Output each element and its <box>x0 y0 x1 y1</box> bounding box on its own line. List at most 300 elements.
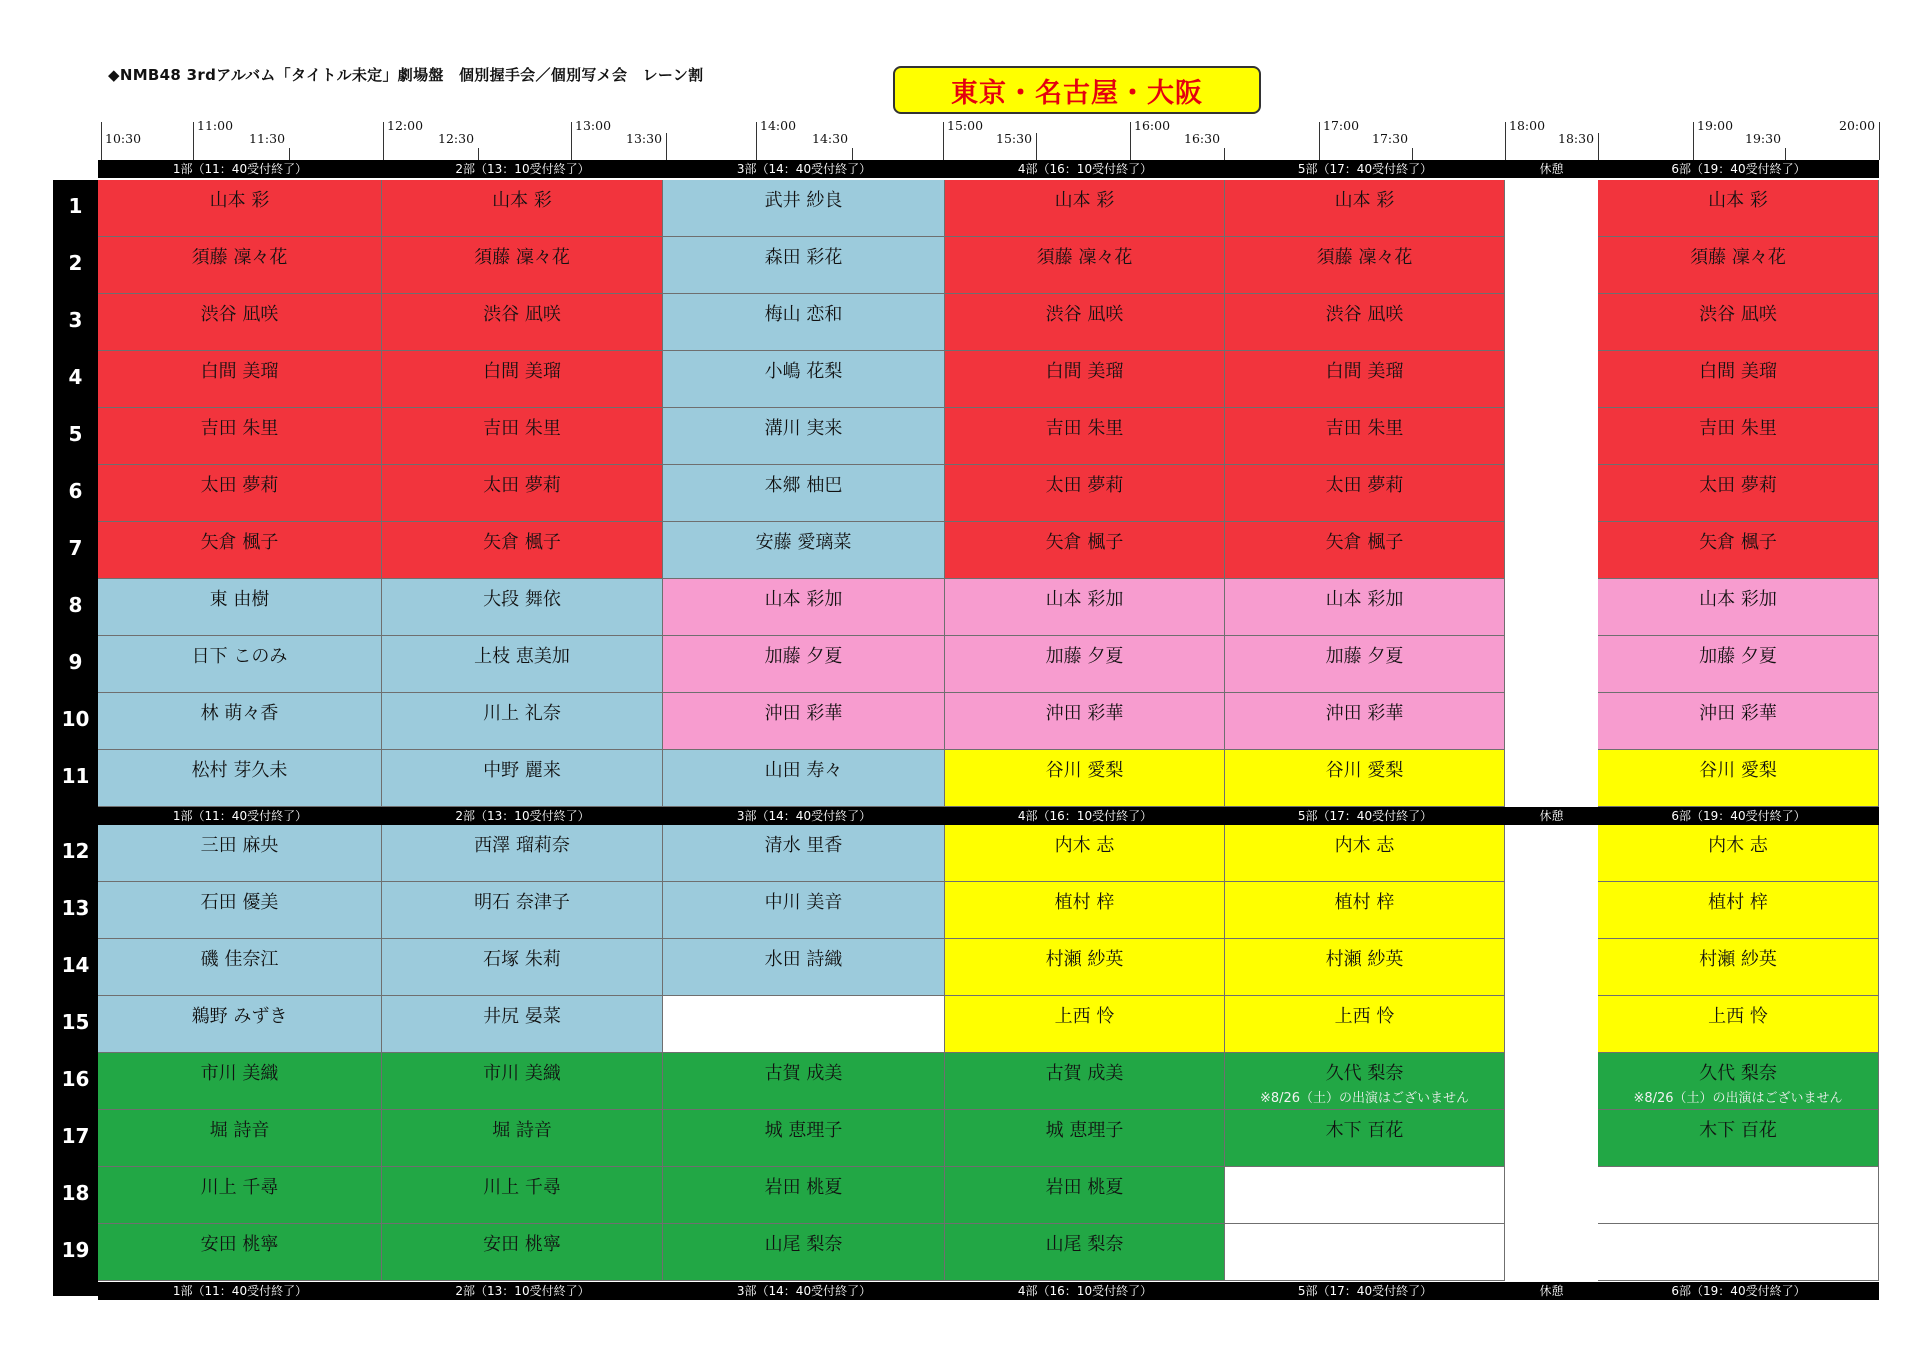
member-name: 山本 彩 <box>1334 190 1395 211</box>
member-name: 森田 彩花 <box>764 247 843 268</box>
member-name: 植村 梓 <box>1334 892 1395 913</box>
lane-cell <box>945 294 1225 351</box>
lane-cell <box>1225 882 1505 939</box>
member-name: 松村 芽久未 <box>191 760 288 781</box>
time-tick <box>666 133 667 160</box>
member-name: 須藤 凜々花 <box>474 247 570 268</box>
part-label: 1部（11：40受付終了） <box>172 1284 308 1298</box>
part-label: 6部（19：40受付終了） <box>1671 809 1806 823</box>
member-name: 沖田 彩華 <box>1045 703 1124 724</box>
member-name: 岩田 桃夏 <box>1045 1177 1124 1198</box>
lane-cell <box>98 996 382 1053</box>
lane-cell <box>1598 750 1879 807</box>
lane-cell <box>1225 408 1505 465</box>
time-label: 13:30 <box>626 131 663 146</box>
member-name: 古賀 成美 <box>764 1063 843 1084</box>
lane-cell <box>382 996 663 1053</box>
part-label: 3部（14：40受付終了） <box>736 809 872 823</box>
row-number: 7 <box>68 536 83 560</box>
row-number: 12 <box>61 839 90 863</box>
lane-cell <box>1598 636 1879 693</box>
lane-cell <box>663 693 945 750</box>
part-label: 休憩 <box>1539 1284 1564 1298</box>
lane-cell <box>663 1224 945 1281</box>
member-name: 井尻 晏菜 <box>483 1006 561 1027</box>
member-name: 吉田 朱里 <box>483 418 561 439</box>
member-name: 石田 優美 <box>200 892 279 913</box>
lane-cell <box>945 1053 1225 1110</box>
member-name: 白間 美瑠 <box>200 361 279 382</box>
lane-cell <box>382 1053 663 1110</box>
lane-cell <box>1598 579 1879 636</box>
lane-cell <box>1225 180 1505 237</box>
time-tick <box>1036 133 1037 160</box>
member-name: 市川 美織 <box>200 1063 279 1084</box>
time-tick <box>1693 122 1694 160</box>
lane-cell <box>945 636 1225 693</box>
lane-cell <box>98 882 382 939</box>
lane-cell <box>1225 750 1505 807</box>
time-label: 15:30 <box>996 131 1033 146</box>
lane-cell <box>663 939 945 996</box>
member-name: 谷川 愛梨 <box>1045 760 1124 781</box>
row-number: 19 <box>61 1238 90 1262</box>
lane-cell <box>1225 825 1505 882</box>
lane-cell <box>1598 351 1879 408</box>
lane-cell <box>98 1167 382 1224</box>
member-name: 西澤 瑠莉奈 <box>474 835 570 856</box>
lane-cell <box>382 465 663 522</box>
row-number: 9 <box>68 650 83 674</box>
lane-cell <box>945 180 1225 237</box>
member-name: 吉田 朱里 <box>1325 418 1404 439</box>
time-tick <box>193 122 194 160</box>
lane-cell <box>1225 465 1505 522</box>
member-name: 渋谷 凪咲 <box>1045 304 1124 325</box>
lane-cell <box>1225 1224 1505 1281</box>
time-tick <box>1224 148 1225 160</box>
region-badge: 東京・名古屋・大阪 <box>893 66 1261 114</box>
lane-cell <box>1225 693 1505 750</box>
member-name: 上枝 恵美加 <box>474 646 570 667</box>
time-tick <box>1130 122 1131 160</box>
row-number: 2 <box>68 251 83 275</box>
member-name: 山本 彩 <box>1708 190 1768 211</box>
part-label: 5部（17：40受付終了） <box>1297 1284 1433 1298</box>
time-tick <box>1319 122 1320 160</box>
member-name: 太田 夢莉 <box>1045 475 1124 496</box>
lane-cell <box>98 1110 382 1167</box>
row-number: 1 <box>68 194 83 218</box>
member-name: 沖田 彩華 <box>1325 703 1404 724</box>
member-name: 溝川 実来 <box>764 418 843 439</box>
lane-cell <box>382 522 663 579</box>
row-number: 6 <box>68 479 83 503</box>
member-name: 安田 桃寧 <box>200 1234 279 1255</box>
member-name: 安藤 愛璃菜 <box>755 532 852 553</box>
lane-cell <box>663 351 945 408</box>
lane-cell <box>945 996 1225 1053</box>
member-name: 渋谷 凪咲 <box>483 304 561 325</box>
lane-cell <box>1598 522 1879 579</box>
member-name: 谷川 愛梨 <box>1699 760 1777 781</box>
part-label: 1部（11：40受付終了） <box>172 809 308 823</box>
member-name: 山本 彩加 <box>1699 589 1777 610</box>
lane-cell <box>1225 1110 1505 1167</box>
lane-cell <box>663 465 945 522</box>
member-name: 市川 美織 <box>483 1063 561 1084</box>
lane-cell <box>98 939 382 996</box>
lane-cell <box>98 825 382 882</box>
time-tick <box>101 122 102 160</box>
time-scale <box>0 0 1920 165</box>
lane-cell <box>382 825 663 882</box>
lane-cell <box>663 408 945 465</box>
row-number: 3 <box>68 308 83 332</box>
part-label: 2部（13：10受付終了） <box>455 809 590 823</box>
lane-cell <box>1598 237 1879 294</box>
lane-cell <box>382 1110 663 1167</box>
lane-cell <box>98 351 382 408</box>
member-name: 上西 怜 <box>1708 1006 1768 1027</box>
break-column <box>1505 180 1598 1296</box>
member-name: 城 恵理子 <box>764 1120 843 1141</box>
part-label: 6部（19：40受付終了） <box>1671 162 1806 176</box>
lane-cell <box>1225 522 1505 579</box>
time-label: 16:00 <box>1134 118 1171 133</box>
member-name: 村瀬 紗英 <box>1699 949 1777 970</box>
member-name: 矢倉 楓子 <box>1045 532 1124 553</box>
time-label: 20:00 <box>1839 118 1876 133</box>
member-name: 矢倉 楓子 <box>1325 532 1404 553</box>
lane-cell <box>945 1110 1225 1167</box>
member-name: 日下 このみ <box>191 646 288 667</box>
row-number: 16 <box>61 1067 90 1091</box>
member-name: 渋谷 凪咲 <box>1325 304 1404 325</box>
member-name: 植村 梓 <box>1054 892 1115 913</box>
lane-cell <box>1225 294 1505 351</box>
part-label: 5部（17：40受付終了） <box>1297 162 1433 176</box>
lane-cell <box>663 180 945 237</box>
part-label: 5部（17：40受付終了） <box>1297 809 1433 823</box>
lane-cell <box>663 579 945 636</box>
lane-cell <box>663 1110 945 1167</box>
row-number: 15 <box>61 1010 90 1034</box>
member-name: 加藤 夕夏 <box>1699 646 1777 667</box>
member-name: 川上 礼奈 <box>483 703 561 724</box>
member-name: 中川 美音 <box>764 892 843 913</box>
member-name: 吉田 朱里 <box>1699 418 1777 439</box>
lane-cell <box>382 882 663 939</box>
lane-cell <box>1225 636 1505 693</box>
lane-cell <box>98 465 382 522</box>
lane-cell <box>98 693 382 750</box>
absence-note: ※8/26（土）の出演はございません <box>1633 1091 1843 1106</box>
part-label: 4部（16：10受付終了） <box>1017 809 1153 823</box>
member-name: 村瀬 紗英 <box>1325 949 1404 970</box>
lane-cell <box>382 750 663 807</box>
member-name: 木下 百花 <box>1699 1120 1777 1141</box>
time-label: 19:30 <box>1745 131 1782 146</box>
member-name: 木下 百花 <box>1325 1120 1404 1141</box>
lane-cell <box>1225 351 1505 408</box>
lane-cell <box>98 180 382 237</box>
lane-cell <box>382 180 663 237</box>
lane-cell <box>663 750 945 807</box>
part-label: 3部（14：40受付終了） <box>736 162 872 176</box>
member-name: 加藤 夕夏 <box>1045 646 1124 667</box>
time-label: 19:00 <box>1697 118 1734 133</box>
member-name: 内木 志 <box>1708 835 1768 856</box>
member-name: 城 恵理子 <box>1045 1120 1124 1141</box>
part-label: 4部（16：10受付終了） <box>1017 162 1153 176</box>
member-name: 渋谷 凪咲 <box>1699 304 1777 325</box>
lane-cell <box>945 693 1225 750</box>
lane-cell <box>945 351 1225 408</box>
time-label: 14:00 <box>760 118 797 133</box>
lane-cell <box>1598 1167 1879 1224</box>
member-name: 太田 夢莉 <box>483 475 561 496</box>
time-tick <box>383 122 384 160</box>
member-name: 渋谷 凪咲 <box>200 304 279 325</box>
time-label: 18:00 <box>1509 118 1546 133</box>
member-name: 沖田 彩華 <box>1699 703 1777 724</box>
row-number: 10 <box>61 707 90 731</box>
member-name: 久代 梨奈 <box>1699 1063 1777 1084</box>
lane-cell <box>98 579 382 636</box>
member-name: 山尾 梨奈 <box>1045 1234 1124 1255</box>
lane-cell <box>382 693 663 750</box>
member-name: 久代 梨奈 <box>1325 1063 1404 1084</box>
lane-cell <box>1598 825 1879 882</box>
row-number: 8 <box>68 593 83 617</box>
member-name: 古賀 成美 <box>1045 1063 1124 1084</box>
row-number: 17 <box>61 1124 90 1148</box>
lane-cell <box>382 1167 663 1224</box>
member-name: 沖田 彩華 <box>764 703 843 724</box>
lane-cell <box>663 825 945 882</box>
time-label: 12:30 <box>438 131 475 146</box>
member-name: 植村 梓 <box>1708 892 1768 913</box>
lane-cell <box>98 750 382 807</box>
time-tick <box>289 148 290 160</box>
member-name: 武井 紗良 <box>764 190 843 211</box>
lane-cell <box>382 636 663 693</box>
lane-cell <box>382 408 663 465</box>
member-name: 山本 彩 <box>209 190 270 211</box>
part-label: 休憩 <box>1539 162 1564 176</box>
member-name: 内木 志 <box>1054 835 1115 856</box>
member-name: 山本 彩 <box>1054 190 1115 211</box>
member-name: 山尾 梨奈 <box>764 1234 843 1255</box>
lane-cell <box>663 1053 945 1110</box>
part-bar <box>98 807 1879 825</box>
part-label: 休憩 <box>1539 809 1564 823</box>
absence-note: ※8/26（土）の出演はございません <box>1259 1091 1470 1106</box>
lane-cell <box>945 882 1225 939</box>
lane-cell <box>382 351 663 408</box>
lane-cell <box>98 1053 382 1110</box>
row-number: 11 <box>61 764 90 788</box>
lane-cell <box>98 294 382 351</box>
row-number: 14 <box>61 953 90 977</box>
member-name: 山本 彩加 <box>1325 589 1404 610</box>
member-name: 須藤 凜々花 <box>1690 247 1786 268</box>
lane-cell <box>382 237 663 294</box>
lane-cell <box>1225 1167 1505 1224</box>
lane-cell <box>98 1224 382 1281</box>
lane-cell <box>382 1224 663 1281</box>
member-name: 白間 美瑠 <box>1699 361 1777 382</box>
lane-cell <box>663 636 945 693</box>
part-bar <box>98 1282 1879 1300</box>
time-tick <box>852 148 853 160</box>
member-name: 須藤 凜々花 <box>1316 247 1413 268</box>
lane-cell <box>1598 939 1879 996</box>
time-tick <box>943 122 944 160</box>
lane-cell <box>382 939 663 996</box>
lane-cell <box>1598 996 1879 1053</box>
member-name: 矢倉 楓子 <box>1699 532 1777 553</box>
lane-cell <box>1225 579 1505 636</box>
member-name: 白間 美瑠 <box>483 361 561 382</box>
lane-cell <box>945 939 1225 996</box>
member-name: 堀 詩音 <box>209 1120 270 1141</box>
member-name: 川上 千尋 <box>200 1177 279 1198</box>
member-name: 梅山 恋和 <box>764 304 843 325</box>
member-name: 東 由樹 <box>209 589 270 610</box>
lane-cell <box>1225 939 1505 996</box>
lane-cell <box>98 408 382 465</box>
part-label: 2部（13：10受付終了） <box>455 1284 590 1298</box>
lane-cell <box>98 522 382 579</box>
member-name: 上西 怜 <box>1334 1006 1395 1027</box>
time-tick <box>478 148 479 160</box>
lane-cell <box>1598 465 1879 522</box>
lane-cell <box>945 408 1225 465</box>
lane-cell <box>945 522 1225 579</box>
lane-cell <box>1598 294 1879 351</box>
member-name: 中野 麗来 <box>483 760 561 781</box>
part-label: 1部（11：40受付終了） <box>172 162 308 176</box>
member-name: 三田 麻央 <box>200 835 279 856</box>
lane-cell <box>945 825 1225 882</box>
row-number: 18 <box>61 1181 90 1205</box>
member-name: 白間 美瑠 <box>1325 361 1404 382</box>
time-label: 18:30 <box>1558 131 1595 146</box>
member-name: 太田 夢莉 <box>1325 475 1404 496</box>
member-name: 林 萌々香 <box>200 703 279 724</box>
member-name: 安田 桃寧 <box>483 1234 561 1255</box>
lane-cell <box>1598 180 1879 237</box>
member-name: 山本 彩加 <box>764 589 843 610</box>
time-label: 17:00 <box>1323 118 1360 133</box>
member-name: 大段 舞依 <box>483 589 561 610</box>
part-label: 2部（13：10受付終了） <box>455 162 590 176</box>
time-label: 16:30 <box>1184 131 1221 146</box>
time-label: 10:30 <box>105 131 142 146</box>
member-name: 山田 寿々 <box>764 760 843 781</box>
member-name: 小嶋 花梨 <box>764 361 843 382</box>
lane-cell <box>1225 996 1505 1053</box>
member-name: 岩田 桃夏 <box>764 1177 843 1198</box>
lane-cell <box>1598 1110 1879 1167</box>
member-name: 山本 彩加 <box>1045 589 1124 610</box>
time-tick <box>1412 148 1413 160</box>
lane-cell <box>1598 693 1879 750</box>
lane-cell <box>945 465 1225 522</box>
lane-cell <box>98 237 382 294</box>
lane-cell <box>945 1167 1225 1224</box>
time-label: 14:30 <box>812 131 849 146</box>
member-name: 水田 詩織 <box>764 949 843 970</box>
row-number: 13 <box>61 896 90 920</box>
lane-cell <box>945 237 1225 294</box>
time-tick <box>1598 133 1599 160</box>
member-name: 須藤 凜々花 <box>1036 247 1133 268</box>
lane-cell <box>1598 882 1879 939</box>
lane-cell <box>382 579 663 636</box>
time-label: 17:30 <box>1372 131 1409 146</box>
time-tick <box>1879 122 1880 160</box>
time-tick <box>756 122 757 160</box>
member-name: 清水 里香 <box>764 835 843 856</box>
member-name: 加藤 夕夏 <box>764 646 843 667</box>
lane-cell <box>663 237 945 294</box>
member-name: 石塚 朱莉 <box>483 949 561 970</box>
member-name: 加藤 夕夏 <box>1325 646 1404 667</box>
time-tick <box>1785 148 1786 160</box>
lane-cell <box>945 750 1225 807</box>
part-label: 6部（19：40受付終了） <box>1671 1284 1806 1298</box>
time-label: 15:00 <box>947 118 984 133</box>
member-name: 磯 佳奈江 <box>200 949 279 970</box>
lane-cell <box>945 1224 1225 1281</box>
part-label: 4部（16：10受付終了） <box>1017 1284 1153 1298</box>
time-tick <box>571 122 572 160</box>
member-name: 矢倉 楓子 <box>483 532 561 553</box>
time-label: 13:00 <box>575 118 612 133</box>
member-name: 太田 夢莉 <box>1699 475 1777 496</box>
member-name: 明石 奈津子 <box>474 892 570 913</box>
member-name: 川上 千尋 <box>483 1177 561 1198</box>
member-name: 太田 夢莉 <box>200 475 279 496</box>
member-name: 鵜野 みずき <box>191 1006 288 1027</box>
time-label: 12:00 <box>387 118 424 133</box>
member-name: 須藤 凜々花 <box>191 247 288 268</box>
row-number: 5 <box>68 422 83 446</box>
member-name: 内木 志 <box>1334 835 1395 856</box>
time-tick <box>1505 122 1506 160</box>
member-name: 谷川 愛梨 <box>1325 760 1404 781</box>
part-label: 3部（14：40受付終了） <box>736 1284 872 1298</box>
member-name: 村瀬 紗英 <box>1045 949 1124 970</box>
lane-cell <box>663 882 945 939</box>
lane-cell <box>663 1167 945 1224</box>
lane-cell <box>1598 1224 1879 1281</box>
lane-cell <box>663 294 945 351</box>
time-label: 11:30 <box>249 131 286 146</box>
row-number: 4 <box>68 365 83 389</box>
lane-cell <box>663 522 945 579</box>
lane-cell <box>945 579 1225 636</box>
lane-cell <box>98 636 382 693</box>
time-label: 11:00 <box>197 118 234 133</box>
lane-cell <box>382 294 663 351</box>
member-name: 吉田 朱里 <box>1045 418 1124 439</box>
member-name: 堀 詩音 <box>492 1120 552 1141</box>
member-name: 矢倉 楓子 <box>200 532 279 553</box>
